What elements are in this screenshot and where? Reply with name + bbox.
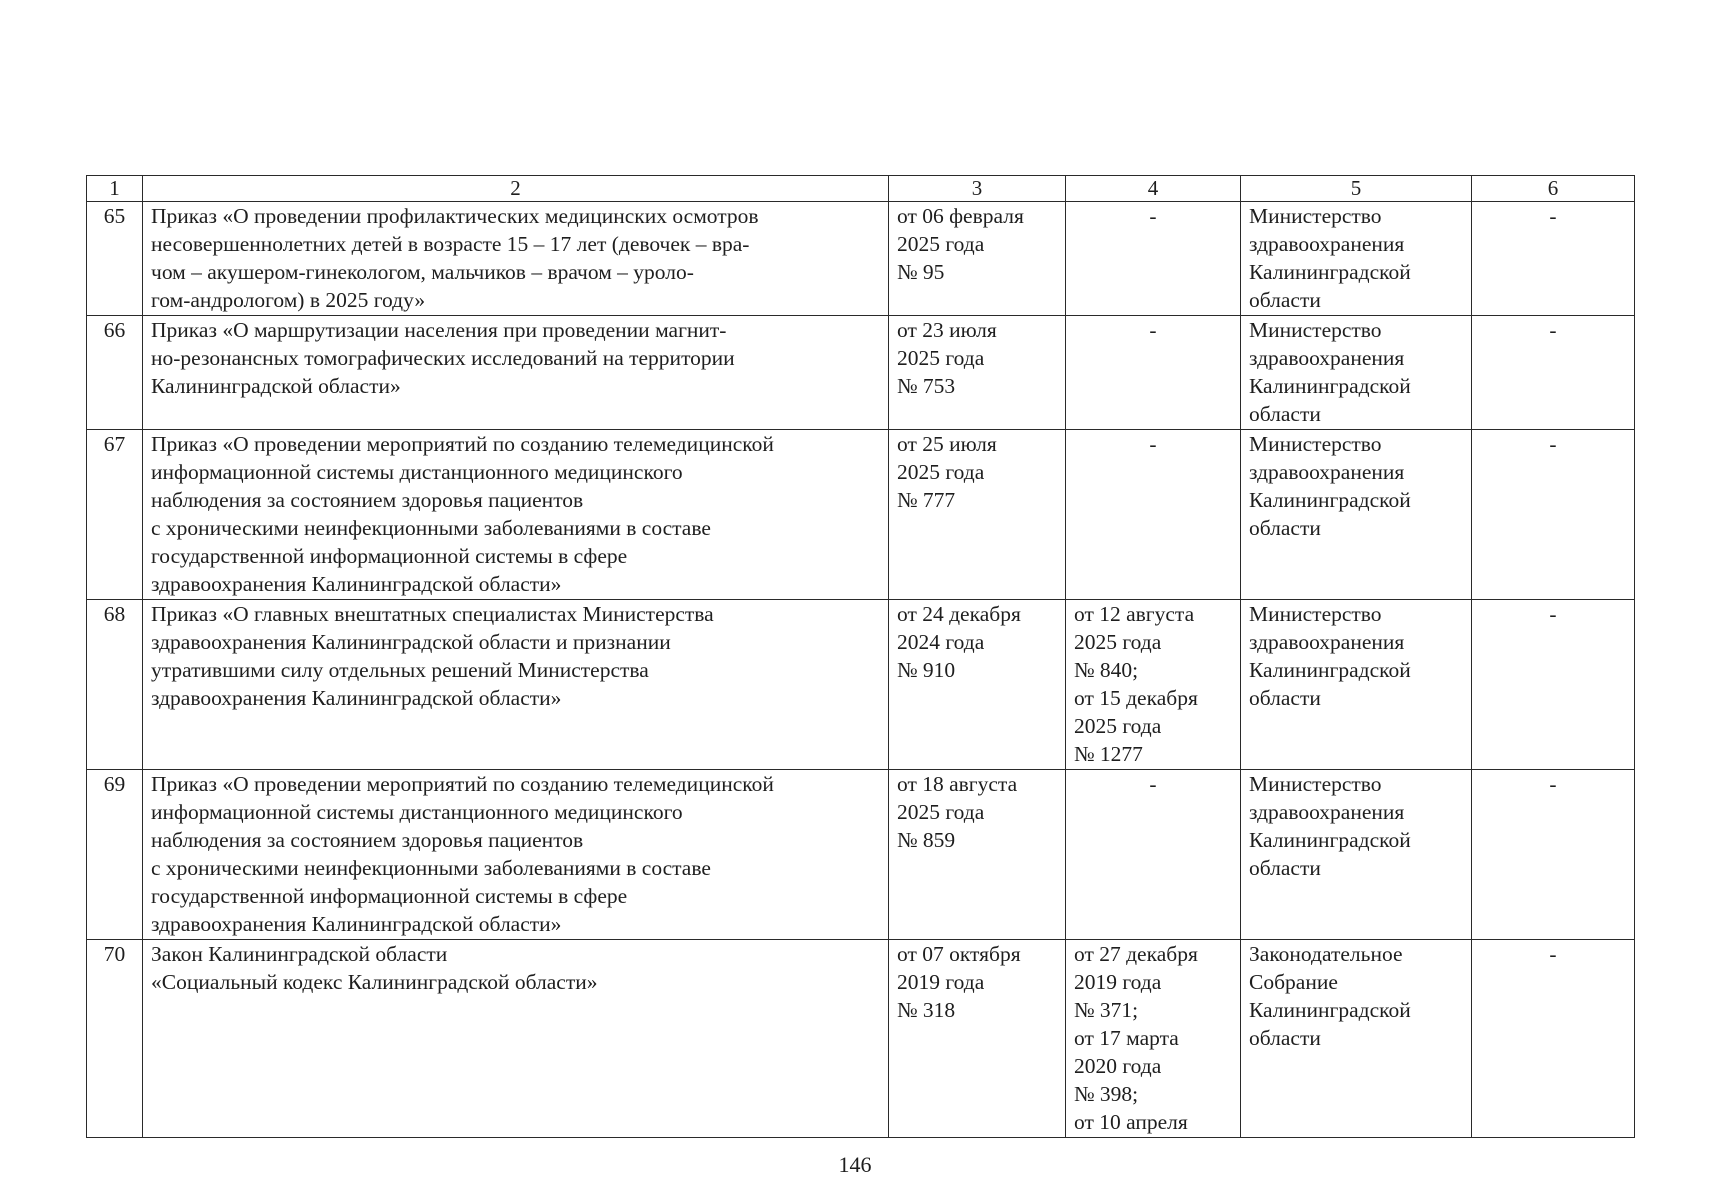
- column-number-header: 2: [143, 176, 889, 202]
- amendments: -: [1066, 770, 1241, 940]
- document-date: от 07 октября 2019 года № 318: [889, 940, 1066, 1138]
- row-number: 69: [87, 770, 143, 940]
- document-date: от 24 декабря 2024 года № 910: [889, 600, 1066, 770]
- issuing-authority: Министерство здравоохранения Калининградской области: [1241, 770, 1472, 940]
- row-number: 66: [87, 316, 143, 430]
- note: -: [1472, 430, 1635, 600]
- amendments: от 27 декабря 2019 года № 371; от 17 марта 2020 года № 398; от 10 апреля: [1066, 940, 1241, 1138]
- row-number: 67: [87, 430, 143, 600]
- note: -: [1472, 770, 1635, 940]
- column-number-header: 4: [1066, 176, 1241, 202]
- note: -: [1472, 202, 1635, 316]
- column-number-header: 1: [87, 176, 143, 202]
- row-number: 68: [87, 600, 143, 770]
- amendments: -: [1066, 430, 1241, 600]
- amendments: -: [1066, 316, 1241, 430]
- document-title: Приказ «О проведении профилактических медицинских осмотров несовершеннолетних детей в возрасте 15 – 17 лет (девочек – вра- чом – акушером-гинекологом, мальчиков – врачом – уроло- гом-андрологом) в 2025 году»: [143, 202, 889, 316]
- amendments: -: [1066, 202, 1241, 316]
- document-title: Приказ «О проведении мероприятий по созданию телемедицинской информационной системы дистанционного медицинского наблюдения за состоянием здоровья пациентов с хроническими неинфекционными заболеваниями в составе государственной информационной системы в сфере здравоохранения Калининградской области»: [143, 770, 889, 940]
- column-number-header: 3: [889, 176, 1066, 202]
- table-row: [87, 202, 1635, 316]
- document-date: от 25 июля 2025 года № 777: [889, 430, 1066, 600]
- issuing-authority: Министерство здравоохранения Калининградской области: [1241, 600, 1472, 770]
- document-title: Приказ «О проведении мероприятий по созданию телемедицинской информационной системы дистанционного медицинского наблюдения за состоянием здоровья пациентов с хроническими неинфекционными заболеваниями в составе государственной информационной системы в сфере здравоохранения Калининградской области»: [143, 430, 889, 600]
- document-title: Закон Калининградской области «Социальный кодекс Калининградской области»: [143, 940, 889, 1138]
- table-row: [87, 430, 1635, 600]
- table-row: [87, 600, 1635, 770]
- column-number-header: 6: [1472, 176, 1635, 202]
- note: -: [1472, 316, 1635, 430]
- note: -: [1472, 940, 1635, 1138]
- document-date: от 06 февраля 2025 года № 95: [889, 202, 1066, 316]
- column-number-header: 5: [1241, 176, 1472, 202]
- table-header-row: [87, 176, 1635, 202]
- note: -: [1472, 600, 1635, 770]
- table-row: [87, 316, 1635, 430]
- table-row: [87, 940, 1635, 1138]
- issuing-authority: Министерство здравоохранения Калининградской области: [1241, 316, 1472, 430]
- amendments: от 12 августа 2025 года № 840; от 15 декабря 2025 года № 1277: [1066, 600, 1241, 770]
- page-number: 146: [838, 1152, 872, 1177]
- table-row: [87, 770, 1635, 940]
- document-title: Приказ «О главных внештатных специалистах Министерства здравоохранения Калининградской области и признании утратившими силу отдельных решений Министерства здравоохранения Калининградской области»: [143, 600, 889, 770]
- document-date: от 23 июля 2025 года № 753: [889, 316, 1066, 430]
- document-date: от 18 августа 2025 года № 859: [889, 770, 1066, 940]
- row-number: 65: [87, 202, 143, 316]
- document-title: Приказ «О маршрутизации населения при проведении магнит- но-резонансных томографических исследований на территории Калининградской области»: [143, 316, 889, 430]
- issuing-authority: Законодательное Собрание Калининградской области: [1241, 940, 1472, 1138]
- issuing-authority: Министерство здравоохранения Калининградской области: [1241, 202, 1472, 316]
- issuing-authority: Министерство здравоохранения Калининградской области: [1241, 430, 1472, 600]
- row-number: 70: [87, 940, 143, 1138]
- legal-acts-table: [86, 175, 1635, 1138]
